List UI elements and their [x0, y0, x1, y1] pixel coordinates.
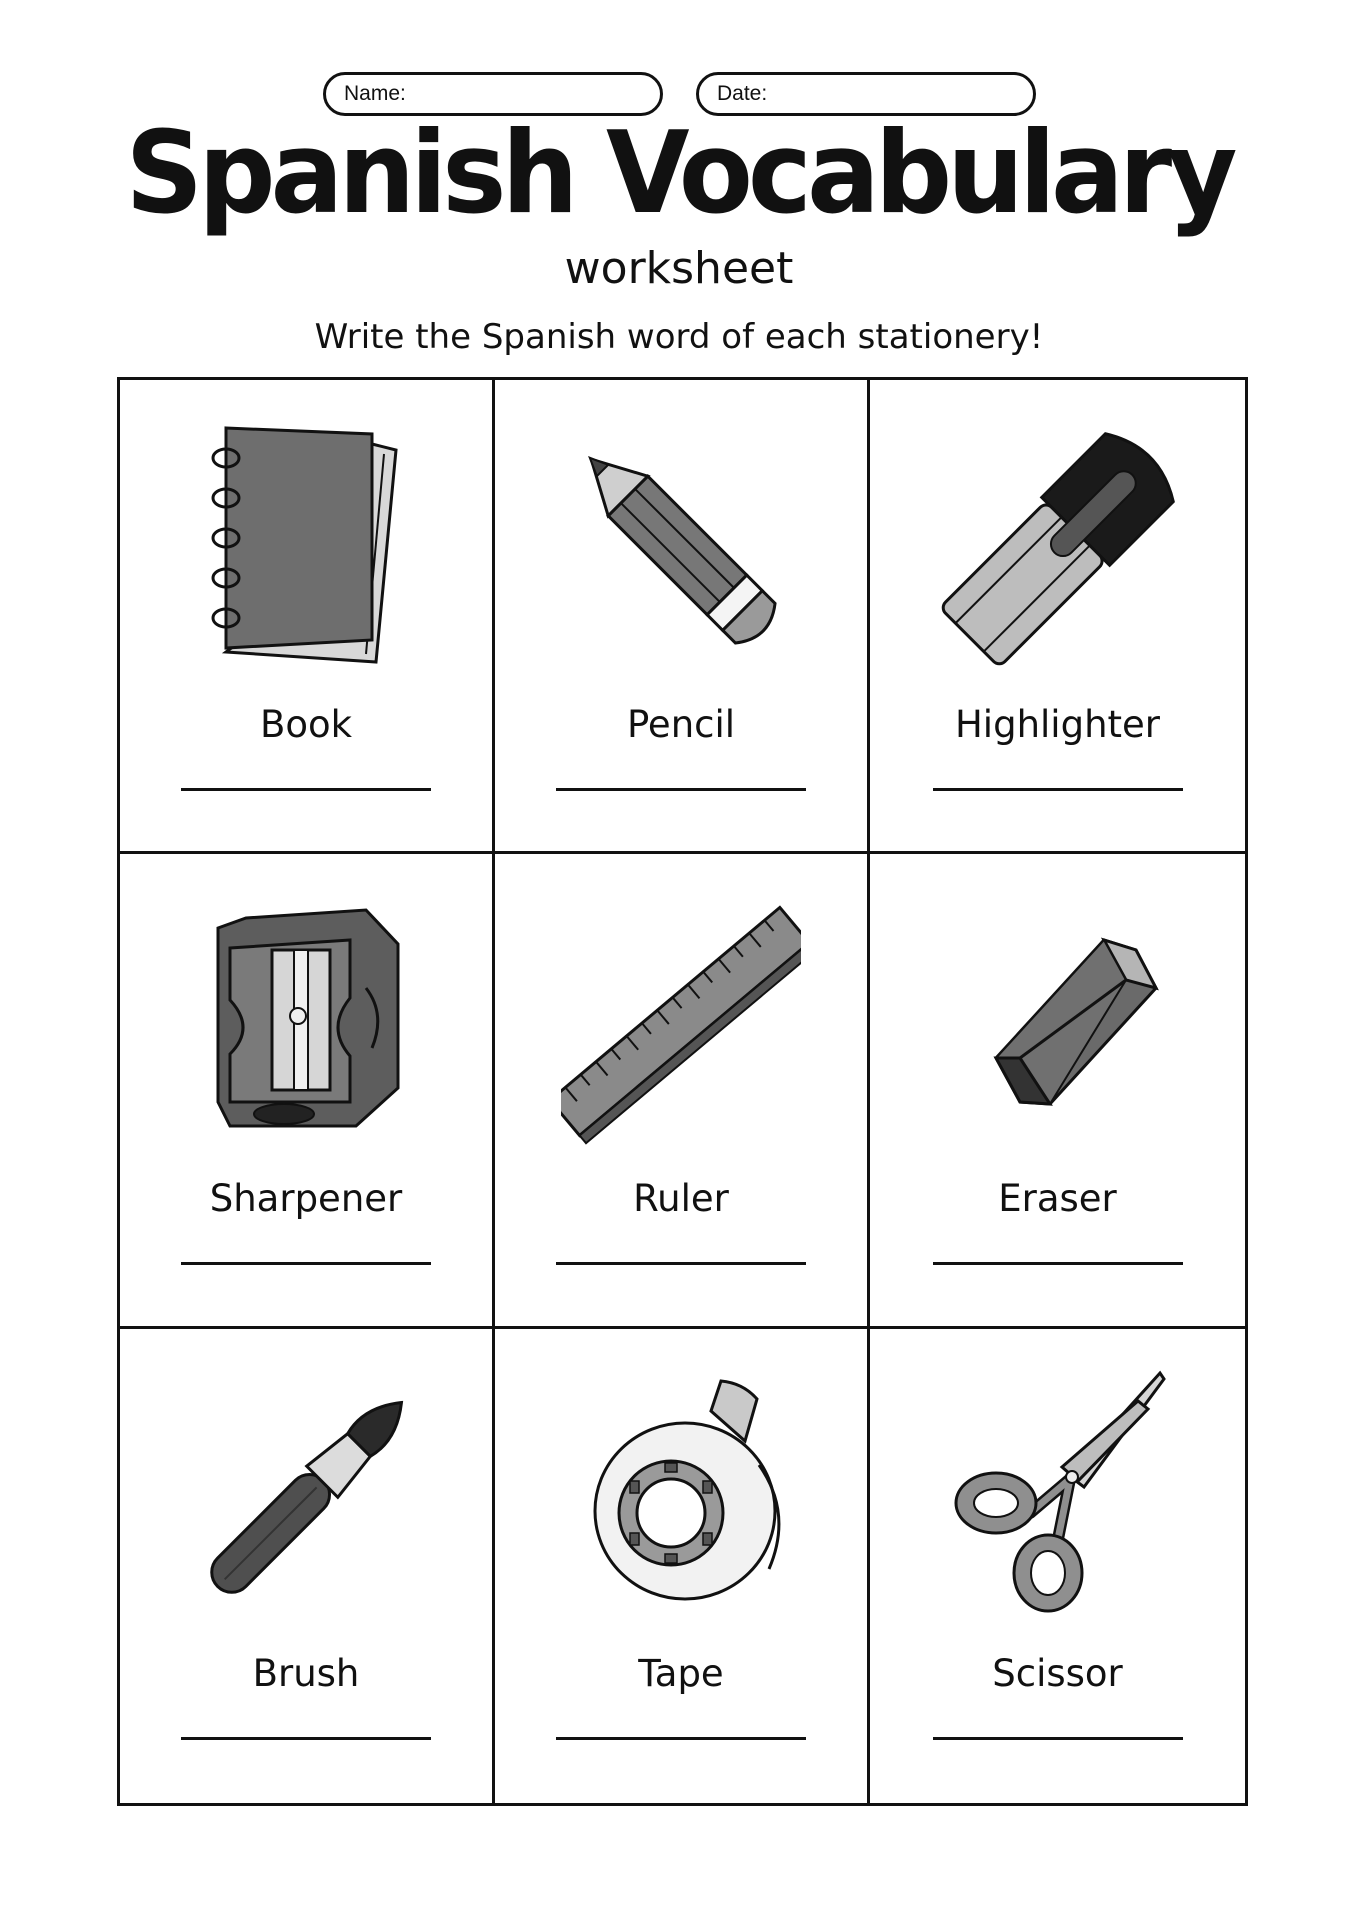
- page-subtitle: worksheet: [564, 243, 794, 294]
- vocab-label: Sharpener: [209, 1177, 403, 1221]
- vocab-cell-pencil: [495, 380, 870, 854]
- vocab-label: Scissor: [992, 1651, 1123, 1695]
- eraser-icon: [938, 888, 1178, 1158]
- vocab-label: Eraser: [998, 1177, 1117, 1221]
- ruler-icon: [561, 888, 801, 1158]
- vocab-cell-highlighter: [870, 380, 1245, 854]
- answer-line[interactable]: [556, 788, 806, 791]
- pencil-icon: [561, 414, 801, 684]
- vocab-label: Highlighter: [954, 703, 1161, 746]
- highlighter-icon: [938, 414, 1178, 684]
- book-icon: [186, 414, 426, 684]
- answer-line[interactable]: [933, 788, 1183, 791]
- answer-line[interactable]: [181, 1262, 431, 1265]
- answer-line[interactable]: [556, 1737, 806, 1740]
- instruction-text: Write the Spanish word of each stationery!: [314, 317, 1044, 357]
- answer-line[interactable]: [933, 1262, 1183, 1265]
- vocab-cell-scissor: [870, 1329, 1245, 1803]
- vocab-cell-brush: [120, 1329, 495, 1803]
- answer-line[interactable]: [933, 1737, 1183, 1740]
- vocabulary-grid: [117, 377, 1248, 1806]
- vocab-label: Ruler: [633, 1177, 729, 1221]
- vocab-cell-eraser: [870, 854, 1245, 1328]
- vocab-label: Pencil: [626, 703, 736, 746]
- name-label: Name:: [344, 82, 406, 105]
- brush-icon: [186, 1363, 426, 1633]
- answer-line[interactable]: [181, 788, 431, 791]
- vocab-label: Book: [259, 703, 353, 746]
- vocab-cell-sharpener: [120, 854, 495, 1328]
- vocab-cell-tape: [495, 1329, 870, 1803]
- sharpener-icon: [186, 888, 426, 1158]
- answer-line[interactable]: [556, 1262, 806, 1265]
- vocab-label: Tape: [638, 1651, 724, 1695]
- scissor-icon: [938, 1363, 1178, 1633]
- vocab-label: Brush: [252, 1651, 360, 1695]
- vocab-cell-book: [120, 380, 495, 854]
- tape-icon: [561, 1363, 801, 1633]
- date-label: Date:: [717, 82, 768, 105]
- answer-line[interactable]: [181, 1737, 431, 1740]
- vocab-cell-ruler: [495, 854, 870, 1328]
- page-title: Spanish Vocabulary: [125, 107, 1233, 240]
